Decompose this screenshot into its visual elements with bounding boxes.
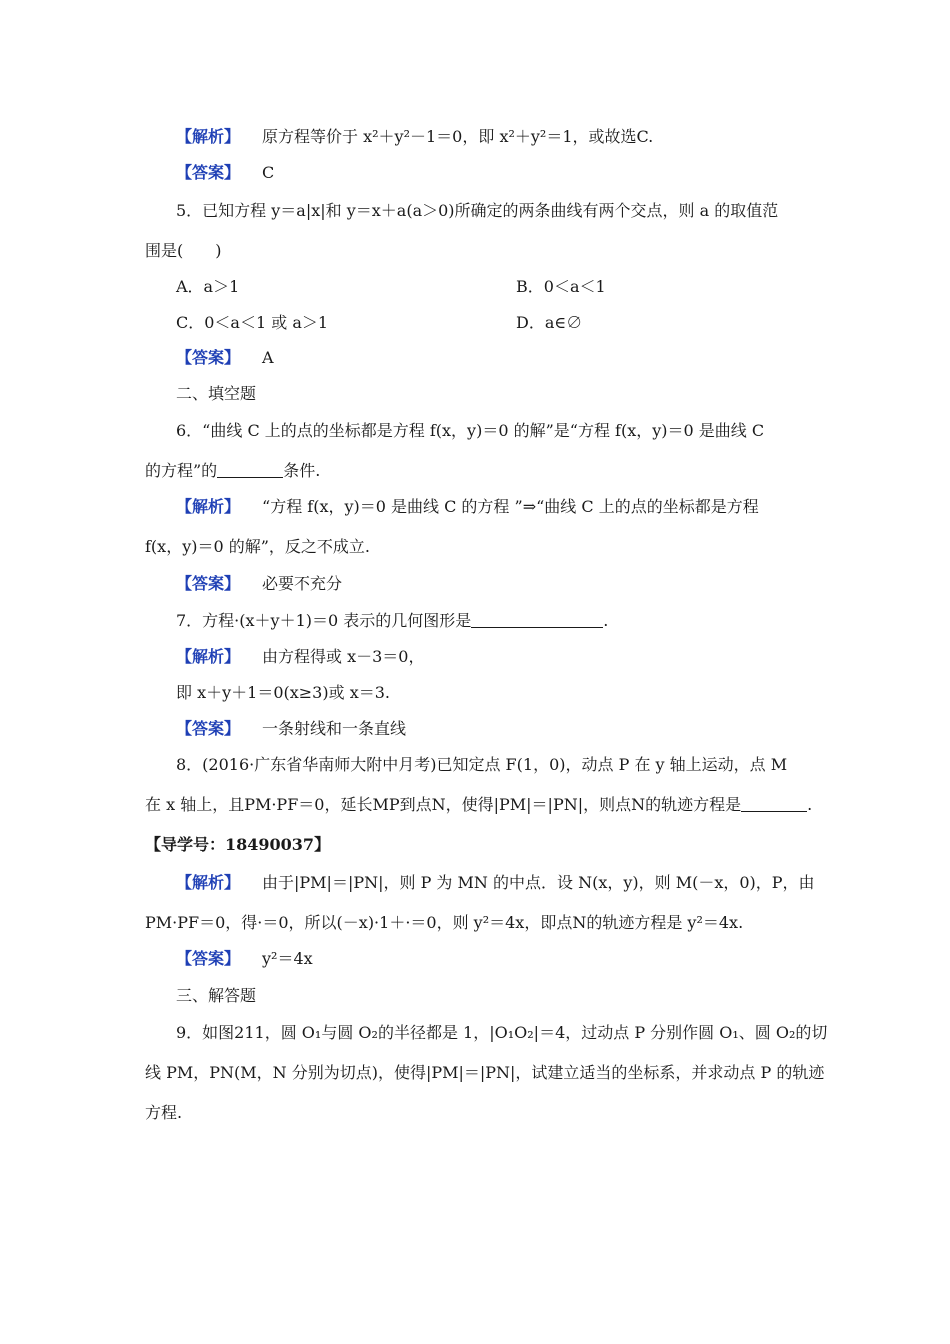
question-7-text: 7．方程·(x＋y＋1)＝0 表示的几何图形是 — [176, 611, 472, 630]
answer-6-text: 必要不充分 — [262, 574, 343, 593]
option-c: C．0＜a＜1 或 a＞1 — [176, 313, 329, 332]
analysis-8-line-1 — [176, 872, 815, 894]
question-8-end: . — [807, 795, 813, 814]
question-6-line-2a: 的方程”的 — [145, 461, 218, 480]
question-7-end: . — [603, 611, 609, 630]
answer-5-text: A — [262, 348, 274, 367]
answer-6 — [176, 573, 342, 595]
analysis-1 — [176, 126, 653, 148]
analysis-6-line-2: f(x，y)＝0 的解”，反之不成立. — [145, 537, 371, 556]
answer-tag: 【答案】 — [176, 949, 241, 968]
analysis-tag: 【解析】 — [176, 497, 241, 516]
question-8-line-1: 8．(2016·广东省华南师大附中月考)已知定点 F(1，0)，动点 P 在 y 轴上运动，点 M — [176, 755, 788, 774]
analysis-1-text: 原方程等价于 x²＋y²－1＝0，即 x²＋y²＝1，或故选C. — [262, 127, 654, 146]
option-b: B．0＜a＜1 — [516, 277, 606, 296]
guide-number: 【导学号：18490037】 — [145, 835, 331, 854]
answer-blank — [471, 611, 603, 628]
analysis-6-line-1 — [176, 496, 759, 518]
question-9-line-1: 9．如图211，圆 O₁与圆 O₂的半径都是 1，|O₁O₂|＝4，过动点 P 分别作圆 O₁、圆 O₂的切 — [176, 1023, 828, 1042]
answer-tag: 【答案】 — [176, 163, 241, 182]
analysis-7-line-1 — [176, 646, 425, 668]
analysis-6-text-1: “方程 f(x，y)＝0 是曲线 C 的方程 ”⇒“曲线 C 上的点的坐标都是方程 — [262, 497, 759, 516]
question-6-line-2b: 条件. — [283, 461, 321, 480]
analysis-8-text-1: 由于|PM|＝|PN|，则 P 为 MN 的中点．设 N(x，y)，则 M(－x，0)，P，由 — [262, 873, 815, 892]
answer-tag: 【答案】 — [176, 574, 241, 593]
answer-4-text: C — [262, 163, 275, 182]
question-9-line-2: 线 PM，PN(M，N 分别为切点)，使得|PM|＝|PN|，试建立适当的坐标系，并求动点 P 的轨迹 — [145, 1063, 825, 1082]
analysis-tag: 【解析】 — [176, 647, 241, 666]
answer-blank — [741, 795, 807, 812]
answer-7-text: 一条射线和一条直线 — [262, 719, 407, 738]
answer-blank — [217, 461, 283, 478]
answer-tag: 【答案】 — [176, 348, 241, 367]
answer-8-text: y²＝4x — [262, 949, 313, 968]
question-5-line-2: 围是( ) — [145, 241, 222, 260]
answer-8 — [176, 948, 313, 970]
section-solve: 三、解答题 — [176, 986, 257, 1005]
question-6-line-2 — [145, 460, 320, 482]
answer-7 — [176, 718, 406, 740]
option-a: A．a＞1 — [176, 277, 240, 296]
answer-4 — [176, 162, 274, 184]
question-7 — [176, 610, 608, 632]
analysis-tag: 【解析】 — [176, 127, 241, 146]
answer-tag: 【答案】 — [176, 719, 241, 738]
question-5-line-1: 5．已知方程 y＝a|x|和 y＝x＋a(a＞0)所确定的两条曲线有两个交点，则 a 的取值范 — [176, 201, 779, 220]
analysis-7-text-1: 由方程得或 x－3＝0， — [262, 647, 425, 666]
option-d: D．a∈∅ — [516, 313, 583, 332]
analysis-7-line-2: 即 x＋y＋1＝0(x≥3)或 x＝3. — [176, 683, 390, 702]
question-8-line-2 — [145, 794, 812, 816]
answer-5 — [176, 347, 274, 369]
analysis-8-line-2: PM·PF＝0，得·＝0，所以(－x)·1＋·＝0，则 y²＝4x，即点N的轨迹方程是 y²＝4x. — [145, 913, 744, 932]
section-fill-in: 二、填空题 — [176, 384, 257, 403]
analysis-tag: 【解析】 — [176, 873, 241, 892]
question-9-line-3: 方程. — [145, 1103, 183, 1122]
question-8-line-2-text: 在 x 轴上，且PM·PF＝0，延长MP到点N，使得|PM|＝|PN|，则点N的轨迹方程是 — [145, 795, 742, 814]
question-6-line-1: 6．“曲线 C 上的点的坐标都是方程 f(x，y)＝0 的解”是“方程 f(x，y)＝0 是曲线 C — [176, 421, 765, 440]
